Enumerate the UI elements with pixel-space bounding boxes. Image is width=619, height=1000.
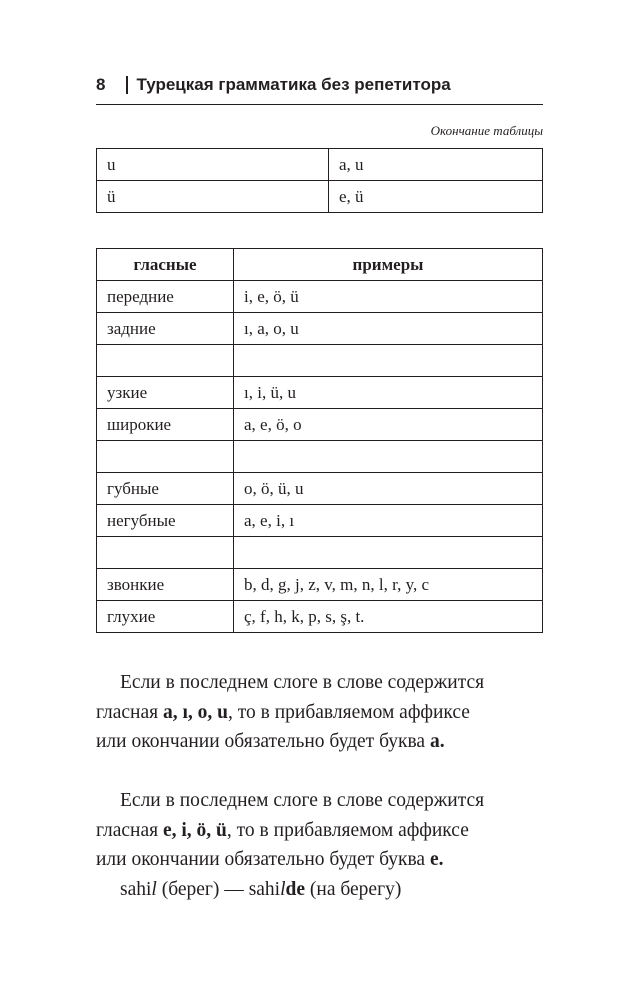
table-row: [97, 313, 543, 345]
table-row: [97, 281, 543, 313]
paragraph-line: или окончании обязательно будет буква a.: [96, 731, 445, 752]
table-cell: b, d, g, j, z, v, m, n, l, r, y, c: [234, 569, 543, 601]
table-cell: ı, i, ü, u: [234, 377, 543, 409]
table-cell: a, u: [329, 149, 543, 181]
vowel-continuation-table: [96, 148, 543, 213]
table-cell: [97, 537, 234, 569]
table-row: [97, 377, 543, 409]
table-cell: u: [97, 149, 329, 181]
paragraph-line: Если в последнем слоге в слове содержится: [120, 672, 485, 693]
vowel-classification-table: [96, 248, 543, 633]
table-row: [97, 505, 543, 537]
page-number: 8: [96, 75, 106, 94]
table-cell: ç, f, h, k, p, s, ş, t.: [234, 601, 543, 633]
table-row: [97, 409, 543, 441]
example-line: sahil (берег) — sahilde (на берегу): [120, 878, 402, 900]
table-cell: e, ü: [329, 181, 543, 213]
table-row: [97, 473, 543, 505]
column-header-vowels: гласные: [97, 249, 234, 281]
table-cell: [234, 345, 543, 377]
table-cell: задние: [97, 313, 234, 345]
table-cell: [234, 441, 543, 473]
table-header-row: [97, 249, 543, 281]
paragraph-line: или окончании обязательно будет буква e.: [96, 849, 444, 870]
table-row: [97, 441, 543, 473]
table-cell: [97, 441, 234, 473]
page-header: [96, 74, 543, 96]
table-row: [97, 537, 543, 569]
table-row: [97, 345, 543, 377]
table-cell: глухие: [97, 601, 234, 633]
table-row: [97, 569, 543, 601]
table-row: [97, 601, 543, 633]
book-title: Турецкая грамматика без репетитора: [136, 75, 451, 94]
table-cell: a, e, ö, o: [234, 409, 543, 441]
rule-paragraph-back-vowels: [96, 668, 546, 757]
rule-paragraph-front-vowels: [96, 786, 546, 904]
bold-vowels: e, i, ö, ü: [162, 819, 227, 841]
header-rule: [96, 104, 543, 105]
table-row: [97, 181, 543, 213]
table-cell: a, e, i, ı: [234, 505, 543, 537]
header-separator: [126, 76, 128, 94]
table-cell: ı, a, o, u: [234, 313, 543, 345]
table-cell: передние: [97, 281, 234, 313]
bold-vowels: a, ı, o, u: [162, 701, 228, 723]
table-cell: o, ö, ü, u: [234, 473, 543, 505]
table-cell: узкие: [97, 377, 234, 409]
column-header-examples: примеры: [234, 249, 543, 281]
table-continuation-caption: Окончание таблицы: [430, 123, 543, 138]
paragraph-line: гласная e, i, ö, ü, то в прибавляемом аффиксе: [96, 819, 469, 841]
table-cell: [234, 537, 543, 569]
table-cell: ü: [97, 181, 329, 213]
paragraph-line: Если в последнем слоге в слове содержится: [120, 790, 485, 811]
table-cell: звонкие: [97, 569, 234, 601]
table-cell: губные: [97, 473, 234, 505]
table-cell: i, e, ö, ü: [234, 281, 543, 313]
paragraph-line: гласная a, ı, o, u, то в прибавляемом аффиксе: [96, 701, 470, 723]
table-row: [97, 149, 543, 181]
table-cell: негубные: [97, 505, 234, 537]
table-cell: широкие: [97, 409, 234, 441]
table-cell: [97, 345, 234, 377]
bold-letter: a.: [429, 731, 445, 752]
bold-letter: e.: [429, 849, 444, 870]
